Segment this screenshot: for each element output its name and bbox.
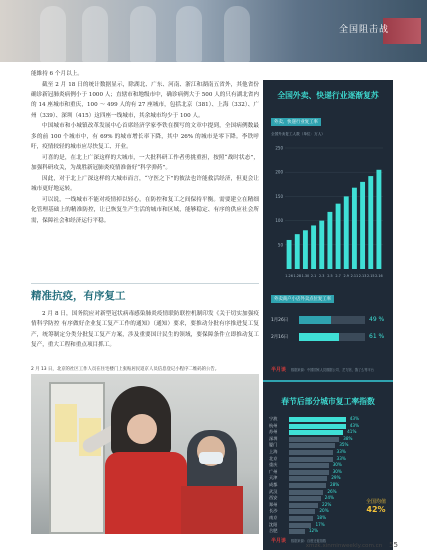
city-value: 33% bbox=[336, 449, 346, 454]
section-divider bbox=[31, 283, 259, 284]
y-tick-label: 50 bbox=[277, 242, 283, 248]
city-bar bbox=[289, 450, 333, 455]
city-bar bbox=[289, 503, 318, 508]
city-value: 43% bbox=[349, 416, 360, 421]
panel-divider bbox=[263, 380, 393, 382]
x-tick-label: 2.9 bbox=[343, 274, 349, 278]
city-name: 天津 bbox=[269, 475, 278, 481]
city-bar bbox=[289, 523, 311, 528]
city-value: 12% bbox=[308, 528, 319, 534]
x-tick-label: 2.13 bbox=[358, 274, 367, 278]
rate-value: 61 % bbox=[369, 333, 385, 340]
city-name: 深圳 bbox=[269, 435, 278, 441]
city-name: 西安 bbox=[269, 495, 278, 501]
bar bbox=[336, 204, 341, 269]
bar bbox=[352, 188, 357, 269]
photo-notice bbox=[55, 404, 77, 442]
paragraph: 2 月 8 日，国务院应对新型冠状病毒感染肺炎疫情联防联控机制印发《关于切实加强疫情科学防控 有序做好企业复工复产工作的通知》（通知）要求，要推动分批有序推进复工复产，统筹制定分类分批复工复产方案，涉及重要国计民生的领域，要保障条件立即推动复工复产，重大工程和重点项目抓工。 bbox=[31, 311, 259, 348]
city-value: 33% bbox=[336, 455, 346, 461]
bar bbox=[344, 196, 349, 269]
photo-caption: 2 月 13 日，北京的社区工作人员在住宅楼门上张贴居民返京人员信息登记小程序二维码的公告。 bbox=[31, 367, 220, 372]
city-row bbox=[269, 528, 389, 535]
city-name: 北京 bbox=[269, 455, 278, 461]
footer-url: xmzk.xinminweekly.com.cn bbox=[305, 543, 383, 549]
paragraph: 可喜的是，在北上广深这样的大城市，一大批科研工作者勇挑重担，按照“战时状态”，加强科研攻关，为战胜新冠肺炎疫情准备好“科学弹药”。 bbox=[31, 154, 259, 172]
national-average bbox=[361, 498, 391, 514]
bar bbox=[368, 176, 373, 269]
bar bbox=[376, 170, 381, 269]
city-bar bbox=[289, 417, 346, 422]
national-average-value: 42% bbox=[366, 505, 386, 514]
photo-volunteer-vest bbox=[181, 486, 243, 534]
city-name: 厦门 bbox=[269, 442, 278, 448]
banner-figure bbox=[224, 6, 250, 62]
x-tick-label: 1.28 bbox=[293, 274, 302, 278]
banner-figure bbox=[82, 6, 108, 62]
city-name: 杭州 bbox=[269, 422, 278, 428]
y-tick-label: 100 bbox=[275, 218, 283, 224]
infographic-panel bbox=[263, 80, 393, 550]
bar bbox=[327, 212, 332, 269]
bar bbox=[295, 234, 300, 269]
city-value: 35% bbox=[339, 442, 349, 448]
city-value: 43% bbox=[349, 422, 360, 428]
article-body bbox=[31, 69, 259, 226]
city-bar bbox=[289, 490, 323, 495]
rate-track bbox=[299, 316, 365, 324]
source-text: 数据来源：百度迁徙指数 bbox=[291, 539, 327, 543]
rate-track bbox=[299, 333, 365, 341]
rate-row bbox=[271, 316, 389, 325]
city-bar bbox=[289, 516, 313, 521]
city-bar bbox=[289, 443, 335, 448]
city-value: 20% bbox=[319, 508, 329, 514]
city-value: 26% bbox=[327, 488, 337, 494]
banner-figure bbox=[130, 6, 156, 62]
rate-date: 2月16日 bbox=[271, 335, 289, 340]
city-bar bbox=[289, 437, 339, 442]
city-bar bbox=[289, 529, 305, 534]
bar bbox=[287, 240, 292, 269]
city-name: 武汉 bbox=[269, 488, 278, 494]
city-value: 22% bbox=[322, 501, 332, 507]
city-bar bbox=[289, 424, 346, 429]
city-name: 沈阳 bbox=[269, 521, 278, 527]
city-name: 上海 bbox=[269, 449, 278, 454]
city-name: 苏州 bbox=[269, 429, 278, 435]
national-average-label: 全国均值 bbox=[365, 499, 386, 505]
banner-figure bbox=[40, 6, 66, 62]
infographic-subtitle: 外卖、快递行业复工率 bbox=[271, 118, 321, 126]
city-name: 广州 bbox=[269, 468, 278, 474]
city-bar bbox=[289, 463, 329, 468]
city-name: 重庆 bbox=[269, 462, 278, 468]
banner-figure bbox=[176, 6, 202, 62]
x-tick-label: 2.5 bbox=[327, 274, 333, 278]
x-tick-label: 2.16 bbox=[375, 274, 383, 278]
x-tick-label: 1.26 bbox=[285, 274, 293, 278]
x-tick-label: 2.15 bbox=[366, 274, 375, 278]
photo-worker-vest bbox=[105, 452, 187, 534]
page-number: 55 bbox=[389, 541, 398, 549]
chart-label: 全国外卖复工人数（单位：万人） bbox=[271, 132, 325, 136]
x-tick-label: 2.1 bbox=[310, 274, 317, 278]
paragraph: 可以说，一线城市不能对疫情掉以轻心，在防控和复工之间保持平衡。需要建立在精细化管理基础上的精准防控，让已恢复生产生活的城市和区域，能够稳定、有序的供应社会所需，保障社会和经济运行平稳。 bbox=[31, 197, 259, 224]
photo-mask bbox=[199, 452, 223, 464]
rate-row bbox=[271, 333, 389, 342]
city-name: 合肥 bbox=[269, 528, 278, 534]
city-bar bbox=[289, 457, 333, 462]
city-value: 28% bbox=[329, 482, 340, 487]
infographic-title: 春节后部分城市复工率指数 bbox=[281, 397, 375, 406]
rate-value: 49 % bbox=[369, 316, 385, 323]
city-bar bbox=[289, 430, 343, 435]
paragraph: 因此，对于北上广深这样的大城市而言，“守医之下”的彼法也许能救活经济，但更会让城市更好地运转。 bbox=[31, 175, 259, 193]
photo-worker-face bbox=[127, 414, 157, 444]
source-text: 数据来源：中国国家人员数据公司、艺力馆，饿了么等平台 bbox=[291, 368, 374, 372]
city-bar bbox=[289, 509, 315, 514]
city-value: 41% bbox=[347, 429, 357, 435]
paragraph: 中国城市和小城镇改革发展中心首席经济学家李铁在撰写的文章中提到，全国病例数最多的前 100 个城市中，有 69% 的城市增长率下降，其中 26% 的城市是零下降。李铁呼吁，疫情较轻的城市应尽快复工、开业。 bbox=[31, 123, 259, 151]
city-value: 17% bbox=[315, 521, 325, 527]
delivery-bar-chart bbox=[269, 140, 387, 285]
city-value: 29% bbox=[331, 475, 341, 481]
x-tick-label: 2.11 bbox=[350, 274, 359, 278]
y-tick-label: 150 bbox=[275, 193, 283, 199]
city-bar bbox=[289, 476, 327, 481]
bar bbox=[360, 182, 365, 269]
y-tick-label: 200 bbox=[275, 169, 283, 175]
bar bbox=[319, 221, 324, 269]
city-name: 郑州 bbox=[269, 501, 278, 507]
x-tick-label: 2.7 bbox=[335, 274, 341, 278]
city-value: 38% bbox=[343, 435, 353, 441]
city-bar bbox=[289, 496, 321, 501]
city-name: 宁波 bbox=[269, 416, 278, 421]
rate-date: 1月26日 bbox=[271, 318, 289, 323]
bar bbox=[303, 230, 308, 269]
city-name: 长沙 bbox=[269, 508, 278, 514]
section-heading: 精准抗疫，有序复工 bbox=[31, 290, 126, 302]
bar bbox=[311, 225, 316, 269]
paragraph: 截至 2 月 18 日的统计数据显示，除湖北、广东、河南、浙江和湖南五省外，其他省份确诊新冠肺炎病例小于 1000 人；直辖市和地级市中，确诊病例大于 500 人的只有湖北省内的 14 座城市和重庆，100 ～ 499 人的有 27 座城市，包括北京（381）、上海（332）、广州（339）、深圳（415）这四座一线城市，其余城市均少于 100 人。 bbox=[31, 81, 259, 119]
infographic-footer bbox=[271, 366, 389, 373]
x-tick-label: 1.30 bbox=[301, 274, 310, 278]
article-body-2 bbox=[31, 309, 259, 350]
rate-fill bbox=[299, 316, 331, 324]
paragraph: 能維持 6 个月以上。 bbox=[31, 71, 83, 77]
city-bar bbox=[289, 483, 326, 488]
city-value: 18% bbox=[316, 515, 327, 520]
y-tick-label: 250 bbox=[275, 145, 283, 151]
header-banner bbox=[0, 0, 427, 62]
x-tick-label: 2.3 bbox=[319, 274, 325, 278]
rate-fill bbox=[299, 333, 339, 341]
section-title: 全国阻击战 bbox=[338, 25, 389, 35]
city-name: 成都 bbox=[269, 482, 278, 487]
city-name: 南京 bbox=[269, 515, 278, 520]
page-footer bbox=[0, 541, 398, 549]
infographic-subtitle: 外卖商户小店外卖点位复工率 bbox=[271, 295, 334, 303]
city-value: 30% bbox=[332, 462, 342, 468]
magazine-logo: 半月谈 bbox=[271, 367, 287, 373]
city-value: 24% bbox=[324, 495, 334, 501]
city-value: 30% bbox=[332, 468, 342, 474]
magazine-logo: 半月谈 bbox=[271, 538, 287, 544]
infographic-title: 全国外卖、快递行业逐渐复苏 bbox=[277, 91, 379, 100]
city-bar bbox=[289, 470, 329, 475]
news-photo bbox=[31, 374, 259, 534]
